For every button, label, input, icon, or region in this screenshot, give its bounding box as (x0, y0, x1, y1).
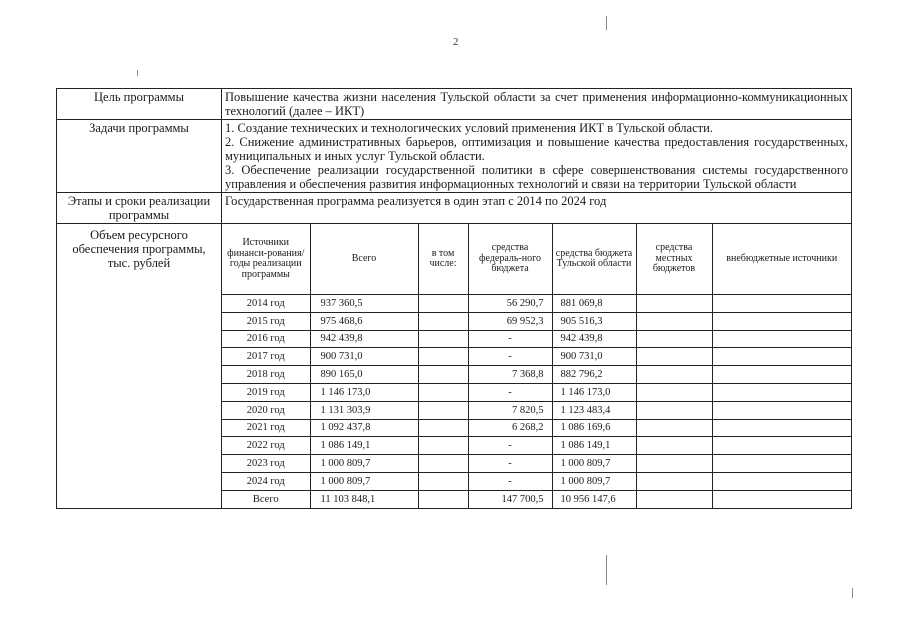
year-cell: 2019 год (222, 383, 310, 401)
offbudget-cell (712, 437, 851, 455)
regional-cell: 1 086 149,1 (552, 437, 636, 455)
offbudget-cell (712, 472, 851, 490)
offbudget-cell (712, 490, 851, 507)
including-cell (418, 330, 468, 348)
regional-cell: 900 731,0 (552, 348, 636, 366)
scan-speck (852, 588, 853, 598)
header-federal: средства федераль-ного бюджета (468, 224, 552, 295)
local-cell (636, 330, 712, 348)
total-cell: 900 731,0 (310, 348, 418, 366)
funding-data-row (222, 437, 851, 455)
funding-data-row (222, 330, 851, 348)
regional-cell: 1 000 809,7 (552, 472, 636, 490)
offbudget-cell (712, 295, 851, 313)
header-including: в том числе: (418, 224, 468, 295)
regional-cell: 881 069,8 (552, 295, 636, 313)
year-cell: 2018 год (222, 366, 310, 384)
goal-row (57, 89, 852, 120)
header-total: Всего (310, 224, 418, 295)
local-cell (636, 295, 712, 313)
local-cell (636, 437, 712, 455)
header-source: Источники финанси-рования/ годы реализации программы (222, 224, 310, 295)
total-cell: 1 000 809,7 (310, 472, 418, 490)
including-cell (418, 419, 468, 437)
regional-cell: 1 000 809,7 (552, 455, 636, 473)
including-cell (418, 383, 468, 401)
regional-cell: 10 956 147,6 (552, 490, 636, 507)
funding-data-row (222, 366, 851, 384)
federal-cell: 6 268,2 (468, 419, 552, 437)
local-cell (636, 455, 712, 473)
scan-speck (606, 555, 607, 585)
including-cell (418, 295, 468, 313)
year-cell: 2023 год (222, 455, 310, 473)
scan-speck (137, 70, 138, 76)
funding-label: Объем ресурсного обеспечения программы, тыс. рублей (57, 224, 222, 509)
regional-cell: 1 123 483,4 (552, 401, 636, 419)
funding-data-row (222, 312, 851, 330)
total-cell: 11 103 848,1 (310, 490, 418, 507)
year-cell: 2020 год (222, 401, 310, 419)
header-local: средства местных бюджетов (636, 224, 712, 295)
regional-cell: 905 516,3 (552, 312, 636, 330)
federal-cell: 69 952,3 (468, 312, 552, 330)
federal-cell: 56 290,7 (468, 295, 552, 313)
including-cell (418, 455, 468, 473)
header-regional: средства бюджета Тульской области (552, 224, 636, 295)
local-cell (636, 383, 712, 401)
including-cell (418, 472, 468, 490)
total-cell: 975 468,6 (310, 312, 418, 330)
total-cell: 942 439,8 (310, 330, 418, 348)
including-cell (418, 437, 468, 455)
regional-cell: 1 146 173,0 (552, 383, 636, 401)
federal-cell: 7 820,5 (468, 401, 552, 419)
year-cell: 2017 год (222, 348, 310, 366)
year-cell: 2015 год (222, 312, 310, 330)
page-number: 2 (453, 36, 459, 48)
funding-data-row (222, 348, 851, 366)
funding-data-row (222, 383, 851, 401)
local-cell (636, 490, 712, 507)
offbudget-cell (712, 419, 851, 437)
total-cell: 1 086 149,1 (310, 437, 418, 455)
year-cell: 2024 год (222, 472, 310, 490)
year-cell: 2021 год (222, 419, 310, 437)
local-cell (636, 401, 712, 419)
federal-cell: - (468, 383, 552, 401)
funding-data-row (222, 490, 851, 507)
total-cell: 937 360,5 (310, 295, 418, 313)
offbudget-cell (712, 383, 851, 401)
total-cell: 1 131 303,9 (310, 401, 418, 419)
including-cell (418, 348, 468, 366)
federal-cell: 147 700,5 (468, 490, 552, 507)
local-cell (636, 312, 712, 330)
total-cell: 1 000 809,7 (310, 455, 418, 473)
federal-cell: 7 368,8 (468, 366, 552, 384)
task-item: 1. Создание технических и технологических условий применения ИКТ в Тульской области. (225, 121, 713, 135)
year-cell: 2022 год (222, 437, 310, 455)
offbudget-cell (712, 366, 851, 384)
tasks-row (57, 120, 852, 193)
stages-label: Этапы и сроки реализации программы (57, 193, 222, 224)
stages-text: Государственная программа реализуется в один этап с 2014 по 2024 год (222, 193, 852, 224)
scan-speck (606, 16, 607, 30)
regional-cell: 882 796,2 (552, 366, 636, 384)
program-passport-table (56, 88, 852, 509)
funding-table (222, 224, 851, 508)
local-cell (636, 348, 712, 366)
including-cell (418, 366, 468, 384)
offbudget-cell (712, 401, 851, 419)
year-cell: 2014 год (222, 295, 310, 313)
offbudget-cell (712, 348, 851, 366)
year-cell: 2016 год (222, 330, 310, 348)
regional-cell: 942 439,8 (552, 330, 636, 348)
regional-cell: 1 086 169,6 (552, 419, 636, 437)
federal-cell: - (468, 455, 552, 473)
offbudget-cell (712, 455, 851, 473)
offbudget-cell (712, 312, 851, 330)
federal-cell: - (468, 472, 552, 490)
total-cell: 1 092 437,8 (310, 419, 418, 437)
funding-row (57, 224, 852, 509)
federal-cell: - (468, 348, 552, 366)
year-cell: Всего (222, 490, 310, 507)
including-cell (418, 490, 468, 507)
local-cell (636, 366, 712, 384)
offbudget-cell (712, 330, 851, 348)
funding-data-row (222, 419, 851, 437)
funding-cell (222, 224, 852, 509)
stages-row (57, 193, 852, 224)
task-item: 3. Обеспечение реализации государственной политики в сфере совершенствования системы государственного управления и обеспечения развития информационных технологий и связи на территории Тульской области (225, 163, 848, 191)
federal-cell: - (468, 330, 552, 348)
including-cell (418, 401, 468, 419)
federal-cell: - (468, 437, 552, 455)
funding-data-row (222, 401, 851, 419)
tasks-label: Задачи программы (57, 120, 222, 193)
task-item: 2. Снижение административных барьеров, оптимизация и повышение качества предоставления государственных, муниципальных и иных услуг Тульской области. (225, 135, 848, 163)
funding-data-row (222, 472, 851, 490)
funding-data-row (222, 295, 851, 313)
total-cell: 1 146 173,0 (310, 383, 418, 401)
local-cell (636, 472, 712, 490)
including-cell (418, 312, 468, 330)
funding-header-row (222, 224, 851, 295)
funding-data-row (222, 455, 851, 473)
goal-label: Цель программы (57, 89, 222, 120)
local-cell (636, 419, 712, 437)
tasks-list (222, 120, 852, 193)
total-cell: 890 165,0 (310, 366, 418, 384)
header-offbudget: внебюджетные источники (712, 224, 851, 295)
goal-text: Повышение качества жизни населения Тульской области за счет применения информационно-коммуникационных технологий (далее – ИКТ) (222, 89, 852, 120)
